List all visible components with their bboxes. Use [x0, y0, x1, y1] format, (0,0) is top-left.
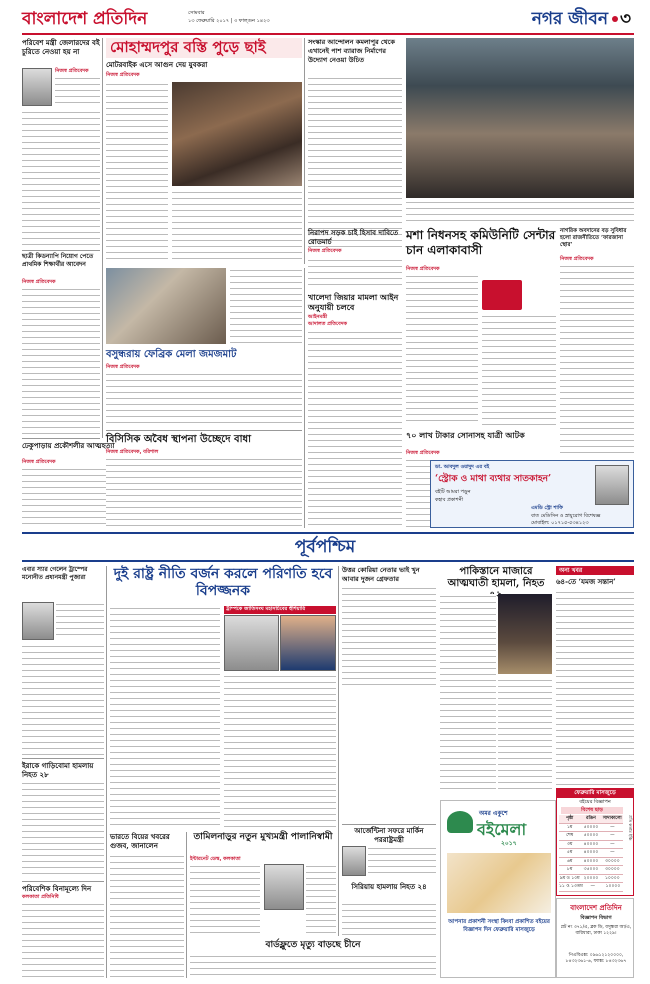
story-nitish — [22, 884, 104, 978]
ad-bottom-line: আপনার প্রকাশনী সংস্থা কিংবা প্রকাশিত বইয়ের বিজ্ঞাপন দিন ফেব্রুয়ারি মাসজুড়ে — [448, 919, 550, 933]
rate-cell: — — [610, 833, 615, 838]
photo-caption: ট্রাম্পকে জাতিসংঘ মহাসচিবের হুঁশিয়ারি — [224, 606, 336, 614]
divider — [106, 430, 302, 431]
ad-illustration — [447, 853, 551, 913]
body-text — [22, 781, 104, 879]
divider — [22, 881, 104, 882]
story-hishab — [308, 228, 402, 288]
headline: ইরাকে গাড়িবোমা হামলায় নিহত ২৮ — [22, 761, 94, 779]
onno-label: অন্য খবর — [556, 566, 634, 575]
body-text — [55, 76, 100, 106]
portrait-photo — [22, 602, 54, 640]
rate-cell: ৪০০০০ — [583, 841, 599, 847]
rate-cell: ৩য় — [566, 841, 573, 847]
body-text — [106, 372, 302, 428]
fire-photo — [172, 82, 302, 186]
body-text — [22, 287, 100, 436]
ad-price: বইটি আমরা পড়ুন — [435, 489, 471, 495]
rate-header-row — [559, 815, 623, 824]
headline: মোহাম্মদপুর বস্তি পুড়ে ছাই — [106, 38, 302, 58]
ad-stroke — [430, 460, 634, 528]
headline: পরিবেশ মন্ত্রী জেলারদের বই চুরিতে নেওয়া হয় না — [22, 38, 100, 56]
rate-row — [559, 849, 623, 858]
story-us — [342, 826, 436, 878]
footer-dept: বিজ্ঞাপন বিভাগ — [580, 915, 612, 921]
body-text — [110, 854, 184, 978]
headline: বসুন্ধরায় ফেব্রিক মেলা জমজমাট — [106, 349, 237, 360]
rate-row — [559, 883, 623, 892]
body-text — [230, 268, 302, 344]
rate-title: ফেব্রুয়ারি মাসজুড়ে — [557, 789, 633, 798]
logo-badge — [482, 280, 522, 310]
portrait-photo — [342, 846, 366, 876]
rate-row — [559, 866, 623, 875]
story-mohammadpur — [106, 38, 302, 264]
byline: নিজস্ব প্রতিবেদক — [406, 450, 440, 456]
story-iraq — [22, 761, 104, 879]
byline: আদালত প্রতিবেদক — [308, 321, 347, 327]
headline: এবার স্যার গেলেন ট্রাম্পের মনোনীত প্রধানমন্ত্রী পুজারা — [22, 566, 88, 581]
story-fair — [106, 348, 302, 428]
headline: বিসিসিক অবৈধ স্থাপনা উচ্ছেদে বাধা — [106, 434, 252, 445]
col-divider — [304, 38, 305, 264]
rate-cell: ৬ম — [566, 858, 573, 864]
rate-cell: ৩৫০০০ — [583, 867, 599, 872]
rate-cell: পৃষ্ঠা — [566, 816, 574, 821]
story-syria — [342, 882, 436, 938]
body-text — [308, 258, 402, 288]
rate-cell: ৫০০০০ — [583, 833, 599, 838]
col-divider — [304, 268, 305, 528]
rate-cell: ১ম — [566, 824, 573, 830]
rate-cell: ১০০০০ — [605, 875, 620, 881]
body-text — [308, 76, 402, 248]
rate-side-note: প্রতি কলাম ইঞ্চি — [628, 815, 633, 841]
rate-cell: রঙিন — [586, 816, 596, 821]
byline: নিজস্ব প্রতিবেদক — [560, 256, 594, 262]
byline: নিজস্ব প্রতিবেদক — [22, 279, 56, 285]
sub: আইনমন্ত্রী — [308, 314, 328, 320]
section-name: নগর জীবন — [531, 9, 608, 29]
headline: তামিলনাড়ুর নতুন মুখ্যমন্ত্রী পালানিস্বামী — [193, 832, 333, 842]
body-text — [22, 644, 104, 756]
rate-cell: ৩০০০০ — [605, 867, 620, 872]
body-text — [110, 606, 220, 830]
ad-doctor-name: এমডি স্ট্রো শাফি — [531, 505, 563, 511]
body-text — [482, 314, 556, 426]
fair-photo — [106, 268, 226, 344]
body-text — [342, 586, 436, 686]
rate-cell: — — [610, 850, 615, 855]
body-text — [22, 110, 100, 248]
story-rehabilitation — [106, 433, 302, 528]
rate-cell: ৮ম — [566, 867, 573, 872]
body-text — [56, 602, 104, 640]
body-text — [308, 330, 402, 528]
protest-photo — [406, 38, 634, 198]
portrait-photo — [22, 68, 52, 106]
rate-grid — [559, 815, 623, 895]
footer-address: প্লট নং ৩৭১/এ, ব্লক ডি, বসুন্ধরা আ/এ, বারিধারা, ঢাকা ১২২৯। — [560, 925, 632, 936]
rate-cell: ১১ ও ১৩তম — [559, 884, 583, 889]
body-text — [406, 274, 478, 426]
byline: কলকাতা প্রতিনিধি — [22, 894, 59, 900]
body-text — [556, 590, 634, 786]
body-text — [306, 864, 336, 938]
story-mosha — [406, 228, 556, 264]
rate-cell: ৫০০০০ — [583, 824, 599, 830]
byline: ইন্টারনেট ডেস্ক, কলকাতা — [190, 856, 241, 862]
body-text — [224, 674, 336, 830]
date-line: ১৩ ফেব্রুয়ারি ২০১৭ | ৩ ফাল্গুন ১৪২৩ — [188, 18, 270, 24]
page-number: ৩ — [620, 9, 632, 29]
byline: নিজস্ব প্রতিবেদক, বরিশাল — [106, 449, 159, 455]
section-rule — [22, 532, 634, 534]
divider — [22, 438, 100, 439]
ad-headline: ‘স্ট্রোক ও মাথা ব্যথার সাতকাহন’ — [435, 474, 552, 484]
rate-subtitle: বইয়ের বিজ্ঞাপন — [579, 799, 611, 805]
masthead-rule — [22, 33, 634, 35]
story-pakistan — [440, 566, 552, 796]
story-palanisamy — [190, 832, 336, 938]
rate-cell: ৪০০০০ — [583, 858, 599, 864]
headline: ছাত্রী কিডন্যাপি নিয়োগ পেতে প্রাথমিক শিক্ষার্থীর আবেদন — [22, 253, 94, 268]
ad-phone: মোবাইল: ০১৭১৫-৫৩৪১২৩ — [531, 520, 589, 526]
doctor-photo — [595, 465, 629, 505]
headline: আর্জেন্টিনা সফরে মার্কিন পররাষ্ট্রমন্ত্রী — [354, 826, 424, 844]
story-trump-hello — [22, 566, 104, 756]
col-divider — [102, 38, 103, 438]
rate-cell: শেষ — [566, 833, 574, 838]
paper-name: বাংলাদেশ প্রতিদিন — [22, 9, 148, 29]
story-china-border — [110, 832, 184, 978]
rate-offer: বিশেষ ছাড় — [561, 807, 623, 814]
headline: পরিবেশিক বিনামূল্যে দিন — [22, 884, 92, 893]
rate-row — [559, 832, 623, 841]
body-text — [440, 594, 496, 794]
body-text — [172, 190, 302, 264]
byline: নিজস্ব প্রতিবেদক — [106, 364, 140, 370]
byline: নিজস্ব প্রতিবেদক — [22, 459, 56, 465]
byline: নিজস্ব প্রতিবেদক — [406, 266, 440, 272]
body-text — [560, 264, 634, 458]
ad-year: ২০১৭ — [501, 840, 517, 847]
shrine-photo — [498, 594, 552, 674]
date-day: সোমবার — [188, 10, 205, 16]
rate-cell: ১০০০০ — [605, 884, 621, 889]
rate-cell: ৫ম — [566, 850, 573, 855]
story-pass-barrage — [308, 38, 402, 248]
ad-bookfair — [440, 800, 556, 978]
story-teachers — [22, 253, 100, 436]
ad-title: ডা. আবদুল ওয়াদুদ এর বই — [435, 464, 490, 470]
ad-top-line: অমর একুশে — [479, 810, 508, 817]
ad-rate-table — [556, 788, 634, 896]
section-rule — [22, 560, 634, 562]
story-trump — [110, 566, 336, 830]
headline: সিরিয়ায় হামলায় নিহত ২৪ — [351, 882, 427, 891]
body-text — [342, 902, 436, 938]
story-paribesh — [22, 38, 100, 248]
headline: খালেদা জিয়ার মামলা আইন অনুযায়ী চলবে — [308, 292, 399, 312]
headline: নাগরিক অবদানের বড় সুবিধার হলো রাজনীতিতে ‘ফারজানা স্থোর’ — [560, 228, 627, 248]
byline: নিজস্ব প্রতিবেদক — [55, 68, 89, 74]
headline: মশা নিধনসহ কমিউনিটি সেন্টার চান এলাকাবাসী — [406, 228, 556, 257]
body-text — [368, 846, 436, 878]
rate-cell: — — [590, 884, 596, 889]
divider — [342, 824, 436, 825]
headline: ঢেকুপাড়ায় প্রকৌশলীর আত্মহত্যা — [22, 441, 115, 450]
headline: বার্ডফ্লুতে মৃত্যু বাড়ছে চীনে — [265, 940, 361, 950]
story-china — [190, 940, 436, 980]
rate-cell: ৯ম ও ১০ম — [559, 875, 580, 881]
ad-publisher: কহাব প্রকাশনী — [435, 497, 464, 503]
portrait-photo — [264, 864, 304, 910]
guterres-photo — [224, 615, 279, 671]
headline: পাকিস্তানে মাজারে আত্মঘাতী হামলা, নিহত — [447, 566, 545, 589]
headline: নিরাপদ সড়ক চাই হিসাব দাবিতে রোডমার্চ — [308, 228, 399, 246]
rate-cell: সাদাকালো — [602, 816, 622, 821]
headline: উত্তর কোরিয়া নেতার ভাই খুন আবার দুজন গ্রেফতার — [342, 566, 420, 583]
col-divider — [338, 566, 339, 936]
headline: ৭০ লাখ টাকার সোনাসহ যাত্রী আটক — [406, 430, 525, 440]
body-text — [106, 82, 168, 264]
body-text — [190, 954, 436, 980]
divider — [22, 758, 104, 759]
page-dot — [612, 16, 618, 22]
footer-phone: পিএবিএক্স: ০৯৬১২১২০০০০, ৮৪৩২৩৬১-৬, ফ্যাক্স: ৮৪৩২৩৬৭ — [565, 953, 627, 964]
rate-row — [559, 841, 623, 850]
book-icon — [447, 811, 473, 833]
story-khaleda — [308, 292, 402, 528]
trump-photo — [280, 615, 336, 671]
rate-row — [559, 858, 623, 867]
footer-brand: বাংলাদেশ প্রতিদিন — [570, 903, 622, 912]
rate-row — [559, 875, 623, 884]
ad-doctor-title: বাত মেডিসিন ও স্নায়ুরোগ বিশেষজ্ঞ — [531, 513, 601, 519]
body-text — [22, 902, 104, 978]
rate-row — [559, 824, 623, 833]
story-uttar — [342, 566, 436, 686]
ad-footer — [556, 898, 634, 978]
rate-cell: — — [610, 841, 615, 847]
headline: সংস্কার আন্দোলন কমলাপুর থেকে এখানেই পাশ ব্যারাজ নির্মাণের উদ্যোগ নেওয়া উচিত — [308, 38, 395, 64]
byline: নিজস্ব প্রতিবেদক — [106, 72, 140, 78]
headline: দুই রাষ্ট্র নীতি বর্জন করলে পরিণতি হবে বিপজ্জনক — [113, 566, 333, 599]
body-text — [106, 457, 302, 527]
rate-cell: ৪০০০০ — [583, 850, 599, 855]
rate-cell: ২০০০০ — [583, 875, 599, 881]
rate-cell: — — [610, 824, 615, 830]
body-text — [190, 864, 260, 938]
story-mosha-body — [406, 266, 556, 426]
masthead — [22, 6, 634, 32]
byline: নিজস্ব প্রতিবেদক — [308, 248, 342, 254]
body-text — [498, 678, 552, 794]
subhead: মোটরবাইক এসে আগুন দেয় যুবকরা — [106, 60, 208, 69]
col-divider — [186, 832, 187, 978]
protest-caption — [406, 200, 634, 224]
ad-main: বইমেলা — [477, 820, 527, 839]
story-onno — [556, 566, 634, 786]
section-banner: পূর্বপশ্চিম — [294, 537, 356, 557]
rate-cell: ৩০০০০ — [605, 858, 620, 864]
col-divider — [106, 566, 107, 978]
headline: ভারতে বিয়ের খবরের গুজব, জানালেন — [110, 832, 170, 850]
divider — [22, 250, 100, 251]
headline: ৬৪-তে ‘যমজ সন্তান’ — [556, 577, 616, 586]
